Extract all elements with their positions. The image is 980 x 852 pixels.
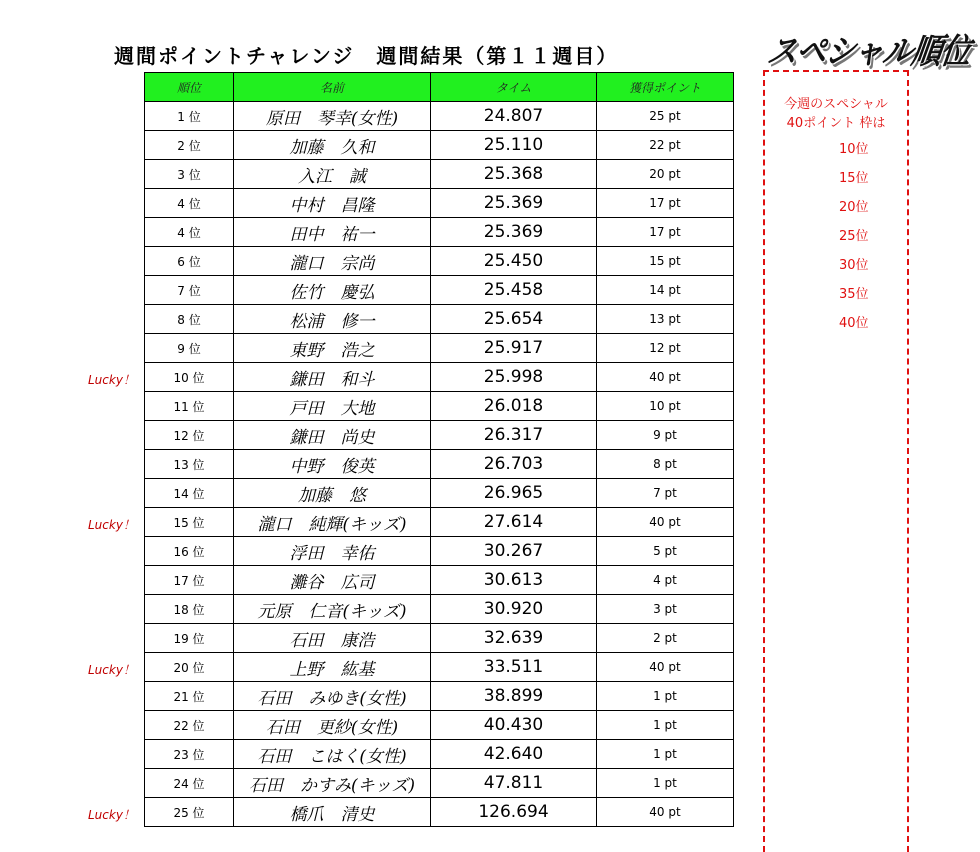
table-row	[145, 392, 734, 421]
name-cell: 入江 誠	[234, 160, 431, 189]
name-cell: 中村 昌隆	[234, 189, 431, 218]
special-rank-item: 15位	[839, 171, 869, 186]
points-cell: 13 pt	[597, 305, 734, 334]
name-cell: 瀧口 純輝(キッズ)	[234, 508, 431, 537]
header-rank: 順位	[145, 73, 234, 102]
rank-cell: 13 位	[145, 450, 234, 479]
lucky-label: Lucky！	[88, 808, 135, 822]
table-row	[145, 276, 734, 305]
special-rank-item: 20位	[839, 200, 869, 215]
lucky-label: Lucky！	[88, 663, 135, 677]
points-cell: 1 pt	[597, 769, 734, 798]
points-cell: 1 pt	[597, 711, 734, 740]
points-cell: 25 pt	[597, 102, 734, 131]
rank-cell: 7 位	[145, 276, 234, 305]
name-cell: 戸田 大地	[234, 392, 431, 421]
time-cell: 25.369	[431, 218, 597, 247]
name-cell: 原田 琴幸(女性)	[234, 102, 431, 131]
table-row	[145, 305, 734, 334]
table-row	[145, 508, 734, 537]
name-cell: 石田 康浩	[234, 624, 431, 653]
name-cell: 石田 こはく(女性)	[234, 740, 431, 769]
rank-cell: 12 位	[145, 421, 234, 450]
name-cell: 灘谷 広司	[234, 566, 431, 595]
rank-cell: 3 位	[145, 160, 234, 189]
name-cell: 石田 かすみ(キッズ)	[234, 769, 431, 798]
table-row	[145, 247, 734, 276]
rank-cell: 11 位	[145, 392, 234, 421]
lucky-label: Lucky！	[88, 518, 135, 532]
rank-cell: 1 位	[145, 102, 234, 131]
table-row	[145, 595, 734, 624]
table-row	[145, 740, 734, 769]
rank-cell: 14 位	[145, 479, 234, 508]
name-cell: 佐竹 慶弘	[234, 276, 431, 305]
time-cell: 25.654	[431, 305, 597, 334]
special-caption-line-1: 今週のスペシャル	[784, 97, 888, 112]
points-cell: 9 pt	[597, 421, 734, 450]
rank-cell: 2 位	[145, 131, 234, 160]
header-name: 名前	[234, 73, 431, 102]
table-row	[145, 421, 734, 450]
table-row	[145, 334, 734, 363]
time-cell: 25.458	[431, 276, 597, 305]
rank-cell: 18 位	[145, 595, 234, 624]
table-row	[145, 363, 734, 392]
points-cell: 40 pt	[597, 508, 734, 537]
points-cell: 4 pt	[597, 566, 734, 595]
table-row	[145, 653, 734, 682]
name-cell: 中野 俊英	[234, 450, 431, 479]
rank-cell: 16 位	[145, 537, 234, 566]
time-cell: 47.811	[431, 769, 597, 798]
points-cell: 40 pt	[597, 363, 734, 392]
rank-cell: 21 位	[145, 682, 234, 711]
header-time: タイム	[431, 73, 597, 102]
rank-cell: 23 位	[145, 740, 234, 769]
time-cell: 30.920	[431, 595, 597, 624]
points-cell: 8 pt	[597, 450, 734, 479]
points-cell: 17 pt	[597, 218, 734, 247]
table-row	[145, 537, 734, 566]
name-cell: 田中 祐一	[234, 218, 431, 247]
name-cell: 浮田 幸佑	[234, 537, 431, 566]
name-cell: 東野 浩之	[234, 334, 431, 363]
rank-cell: 22 位	[145, 711, 234, 740]
results-table	[144, 72, 734, 827]
table-header-row	[145, 73, 734, 102]
special-caption-line-2: 40ポイント 枠は	[786, 116, 886, 131]
time-cell: 30.267	[431, 537, 597, 566]
special-caption	[765, 95, 907, 133]
time-cell: 126.694	[431, 798, 597, 827]
table-row	[145, 131, 734, 160]
rank-cell: 10 位	[145, 363, 234, 392]
special-rank-item: 25位	[839, 229, 869, 244]
name-cell: 加藤 悠	[234, 479, 431, 508]
table-row	[145, 566, 734, 595]
time-cell: 25.450	[431, 247, 597, 276]
table-row	[145, 769, 734, 798]
header-points: 獲得ポイント	[597, 73, 734, 102]
points-cell: 15 pt	[597, 247, 734, 276]
name-cell: 上野 紘基	[234, 653, 431, 682]
rank-cell: 4 位	[145, 218, 234, 247]
special-rank-item: 35位	[839, 287, 869, 302]
table-row	[145, 682, 734, 711]
time-cell: 25.998	[431, 363, 597, 392]
rank-cell: 8 位	[145, 305, 234, 334]
name-cell: 元原 仁音(キッズ)	[234, 595, 431, 624]
table-row	[145, 189, 734, 218]
time-cell: 27.614	[431, 508, 597, 537]
time-cell: 26.965	[431, 479, 597, 508]
rank-cell: 24 位	[145, 769, 234, 798]
rank-cell: 6 位	[145, 247, 234, 276]
time-cell: 40.430	[431, 711, 597, 740]
rank-cell: 17 位	[145, 566, 234, 595]
time-cell: 32.639	[431, 624, 597, 653]
time-cell: 33.511	[431, 653, 597, 682]
rank-cell: 19 位	[145, 624, 234, 653]
time-cell: 25.917	[431, 334, 597, 363]
rank-cell: 9 位	[145, 334, 234, 363]
points-cell: 40 pt	[597, 798, 734, 827]
rank-cell: 15 位	[145, 508, 234, 537]
special-ranking-box	[763, 70, 909, 852]
points-cell: 7 pt	[597, 479, 734, 508]
name-cell: 橋爪 清史	[234, 798, 431, 827]
special-ranking-title: スペシャル順位	[764, 31, 973, 73]
name-cell: 鎌田 尚史	[234, 421, 431, 450]
points-cell: 10 pt	[597, 392, 734, 421]
name-cell: 石田 更紗(女性)	[234, 711, 431, 740]
table-row	[145, 102, 734, 131]
table-row	[145, 450, 734, 479]
name-cell: 加藤 久和	[234, 131, 431, 160]
time-cell: 25.110	[431, 131, 597, 160]
table-row	[145, 798, 734, 827]
points-cell: 2 pt	[597, 624, 734, 653]
points-cell: 5 pt	[597, 537, 734, 566]
lucky-label: Lucky！	[88, 373, 135, 387]
name-cell: 鎌田 和斗	[234, 363, 431, 392]
special-rank-item: 30位	[839, 258, 869, 273]
table-row	[145, 624, 734, 653]
rank-cell: 20 位	[145, 653, 234, 682]
rank-cell: 4 位	[145, 189, 234, 218]
time-cell: 26.703	[431, 450, 597, 479]
name-cell: 松浦 修一	[234, 305, 431, 334]
points-cell: 40 pt	[597, 653, 734, 682]
points-cell: 22 pt	[597, 131, 734, 160]
table-row	[145, 711, 734, 740]
special-rank-item: 40位	[839, 316, 869, 331]
time-cell: 30.613	[431, 566, 597, 595]
points-cell: 12 pt	[597, 334, 734, 363]
time-cell: 26.317	[431, 421, 597, 450]
points-cell: 20 pt	[597, 160, 734, 189]
time-cell: 42.640	[431, 740, 597, 769]
time-cell: 25.369	[431, 189, 597, 218]
table-row	[145, 479, 734, 508]
name-cell: 石田 みゆき(女性)	[234, 682, 431, 711]
time-cell: 24.807	[431, 102, 597, 131]
rank-cell: 25 位	[145, 798, 234, 827]
special-rank-item: 10位	[839, 142, 869, 157]
page-title: 週間ポイントチャレンジ 週間結果（第１１週目）	[114, 44, 619, 68]
table-row	[145, 160, 734, 189]
name-cell: 瀧口 宗尚	[234, 247, 431, 276]
points-cell: 3 pt	[597, 595, 734, 624]
time-cell: 26.018	[431, 392, 597, 421]
time-cell: 38.899	[431, 682, 597, 711]
time-cell: 25.368	[431, 160, 597, 189]
points-cell: 1 pt	[597, 682, 734, 711]
points-cell: 17 pt	[597, 189, 734, 218]
table-row	[145, 218, 734, 247]
points-cell: 14 pt	[597, 276, 734, 305]
points-cell: 1 pt	[597, 740, 734, 769]
